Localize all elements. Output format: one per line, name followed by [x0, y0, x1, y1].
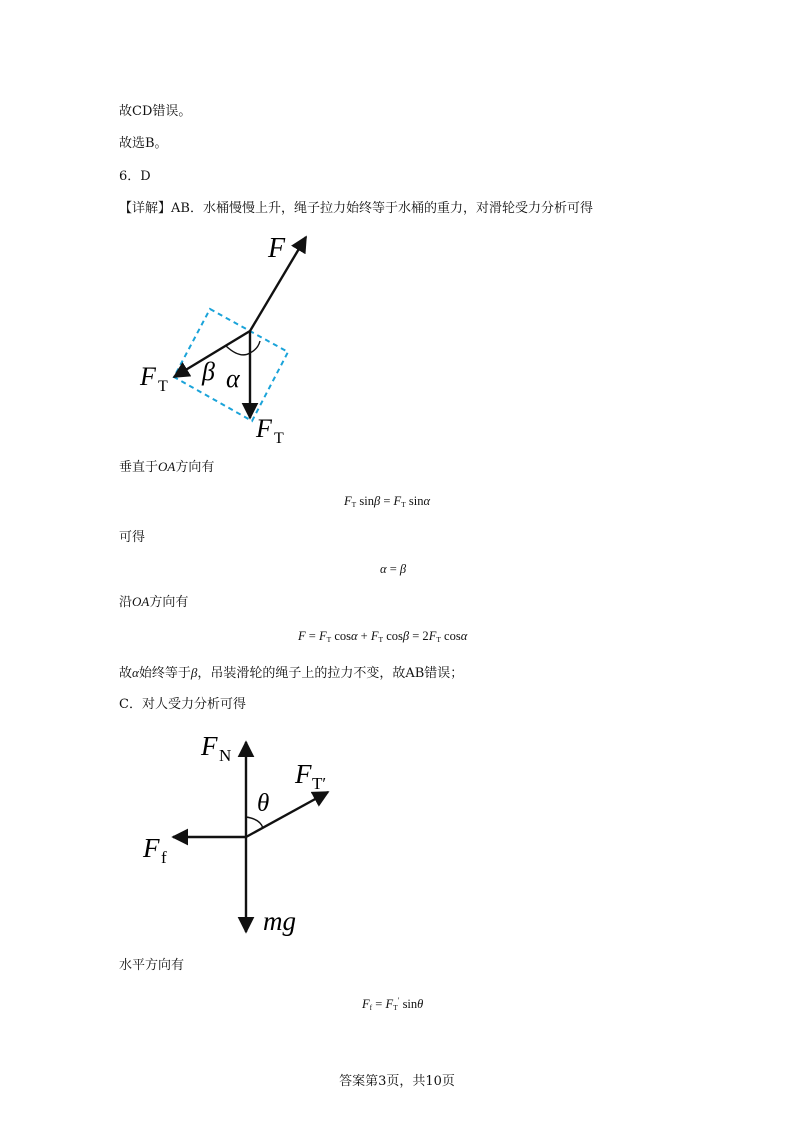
label-ft-left-sub: T [158, 378, 168, 395]
label-theta: θ [257, 790, 270, 817]
pulley-force-diagram [130, 225, 320, 445]
label-ft-left: F [140, 362, 156, 391]
text-line-choose-b: 故选B。 [119, 136, 168, 151]
angle-theta-arc [246, 817, 263, 828]
label-ft-down: F [256, 414, 272, 443]
label-alpha: α [226, 364, 240, 393]
label-fn-sub: N [219, 746, 232, 765]
text-line-cd-wrong: 故CD错误。 [119, 104, 192, 119]
equation-sin-balance: $F_T$ $\sin\beta = F_T$ sinα [344, 494, 431, 509]
text-line-along-oa: 沿OA方向有 [119, 594, 189, 610]
person-force-diagram [135, 725, 355, 945]
text-line-horizontal: 水平方向有 [119, 958, 185, 973]
label-fn: F [201, 731, 218, 761]
text-line-perpendicular-oa: 垂直于OA方向有 [119, 459, 215, 475]
explanation-ab: 【详解】AB．水桶慢慢上升，绳子拉力始终等于水桶的重力，对滑轮受力分析可得 [119, 201, 593, 216]
label-ft-down-sub: T [274, 430, 284, 447]
label-ff-sub: f [161, 848, 167, 867]
page-footer: 答案第3页，共10页 [339, 1074, 455, 1089]
text-line-option-c: C．对人受力分析可得 [119, 697, 246, 712]
label-beta: β [202, 357, 215, 386]
label-ft-prime: F [295, 759, 312, 789]
text-line-conclusion-ab: 故α始终等于β，吊装滑轮的绳子上的拉力不变，故AB错误； [119, 665, 464, 681]
text-line-thus: 可得 [119, 530, 146, 545]
label-ff: F [143, 833, 160, 863]
label-ft-prime-sub: T′ [312, 774, 327, 793]
label-f: F [268, 233, 286, 264]
label-mg: mg [263, 906, 296, 936]
equation-cos-sum: $F = F_T$ $\cos\alpha + F_T$ $\cos\beta = 2F_T$ cosα [298, 629, 468, 644]
equation-horizontal-balance: $F_f = F_T'$ sinθ [362, 996, 424, 1013]
question-6-answer: 6．D [119, 169, 151, 184]
equation-alpha-beta: α = β [380, 562, 407, 576]
